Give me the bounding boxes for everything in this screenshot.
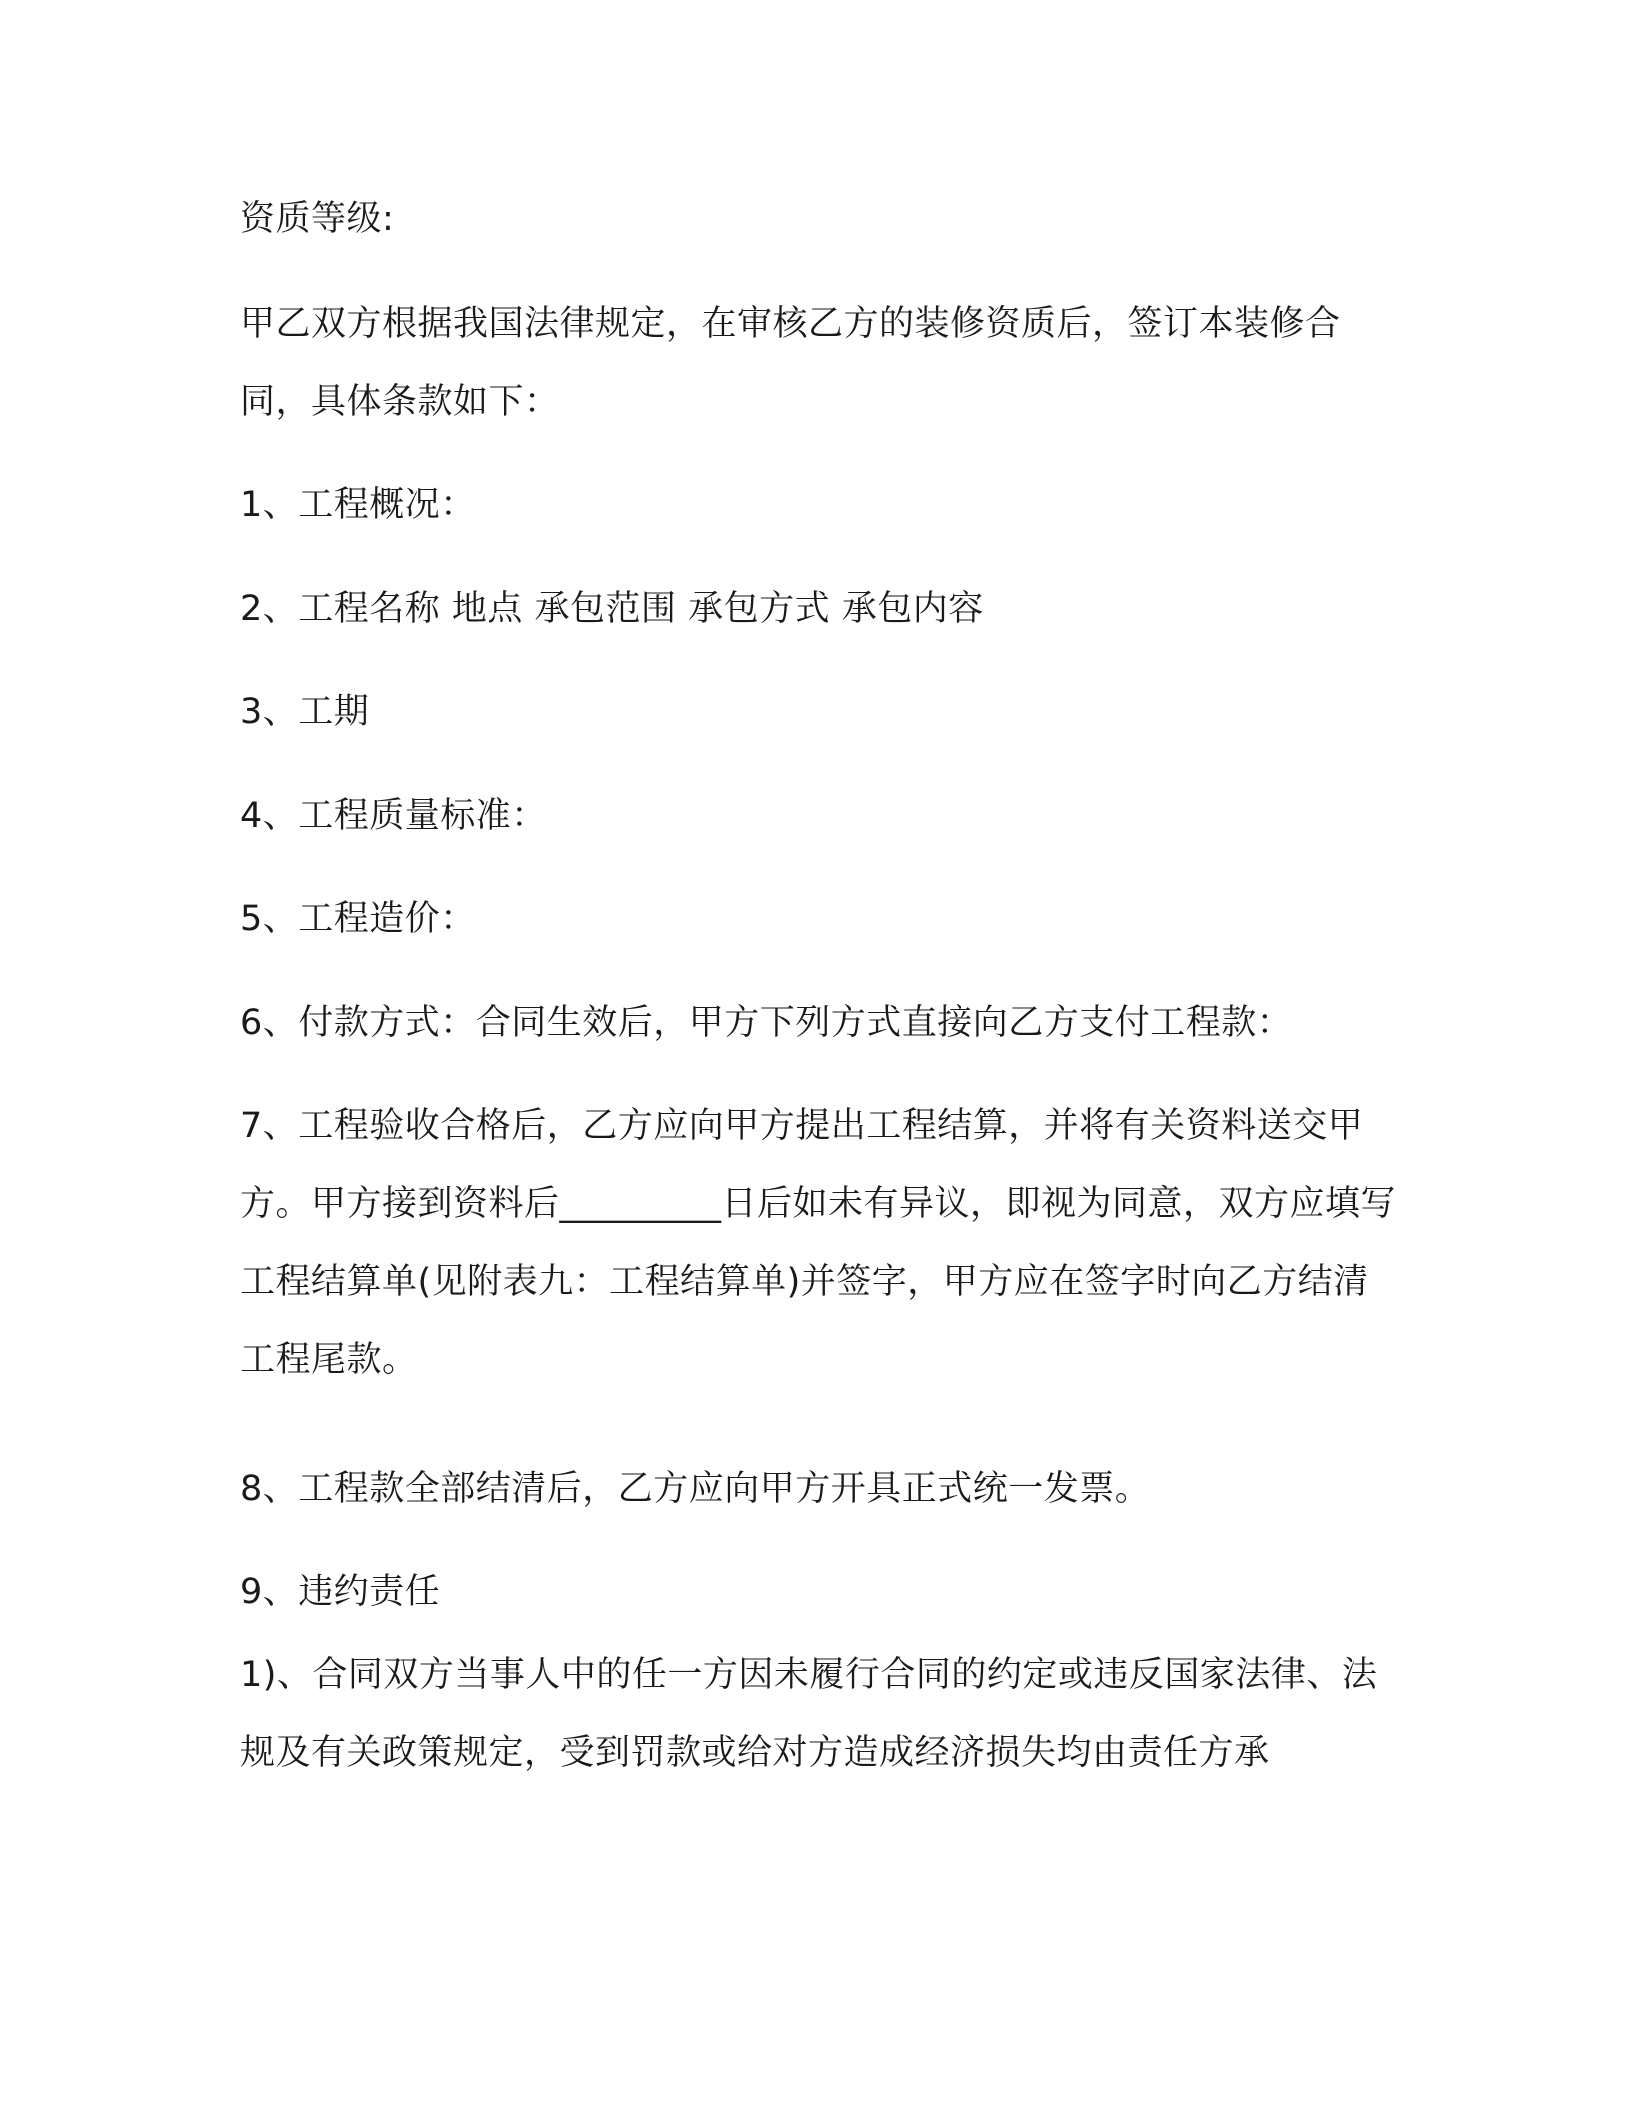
clause-3-schedule: 3、工期 [240, 692, 370, 732]
clause-7-acceptance-settlement: 7、工程验收合格后，乙方应向甲方提出工程结算，并将有关资料送交甲方。甲方接到资料后_________日后如未有异议，即视为同意，双方应填写工程结算单(见附表九：工程结算单)并签字，甲方应在签字时向乙方结清工程尾款。 [240, 1106, 1397, 1380]
contract-intro-paragraph: 甲乙双方根据我国法律规定，在审核乙方的装修资质后，签订本装修合同，具体条款如下： [240, 304, 1341, 422]
clause-5-project-cost: 5、工程造价： [240, 899, 476, 939]
clause-6-payment-method: 6、付款方式：合同生效后，甲方下列方式直接向乙方支付工程款： [240, 1003, 1293, 1043]
clause-4-quality-standard: 4、工程质量标准： [240, 796, 547, 836]
qualification-level-label: 资质等级: [240, 199, 395, 239]
clause-2-project-details: 2、工程名称 地点 承包范围 承包方式 承包内容 [240, 589, 984, 629]
clause-1-project-overview: 1、工程概况： [240, 485, 476, 525]
clause-9-liability: 9、违约责任 [240, 1572, 441, 1612]
liability-subclause-1: 1)、合同双方当事人中的任一方因未履行合同的约定或违反国家法律、法规及有关政策规定，受到罚款或给对方造成经济损失均由责任方承 [240, 1655, 1378, 1773]
clause-8-invoice: 8、工程款全部结清后，乙方应向甲方开具正式统一发票。 [240, 1469, 1151, 1509]
